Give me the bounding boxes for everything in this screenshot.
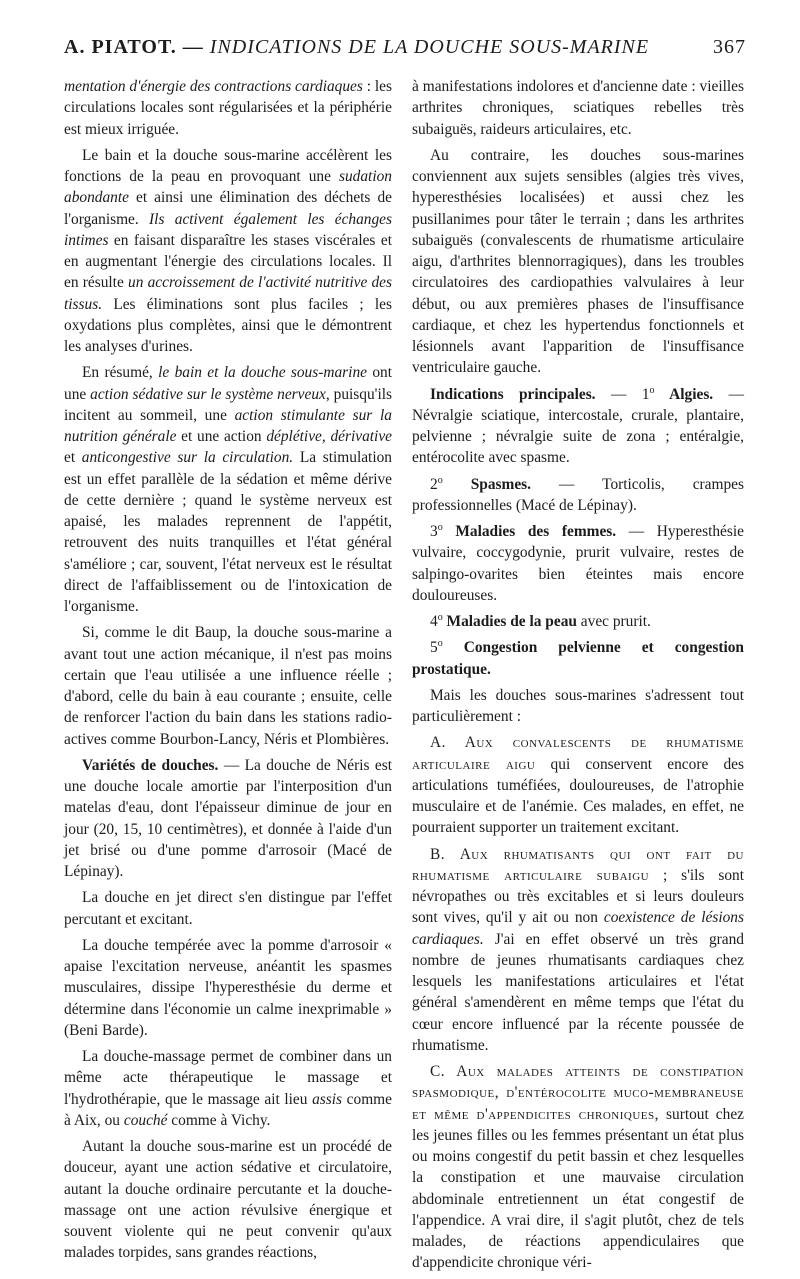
subheading: Maladies de la peau	[442, 613, 577, 630]
text: en faisant disparaître les stases viscérales et en augmentant l'énergie des circulations locales. Il en résulte	[64, 231, 392, 292]
text: comme à Vichy.	[167, 1111, 271, 1129]
text: — Torticolis, crampes professionnelles (Macé de Lépinay).	[412, 475, 745, 514]
text: Le bain et la douche sous-marine accélèrent les fonctions de la peau en provoquant une	[64, 146, 392, 185]
section-heading: Variétés de douches.	[82, 756, 219, 774]
ordinal-mark: o	[437, 611, 443, 623]
paragraph: à manifestations indolores et d'ancienne date : vieilles arthrites chroniques, sciatiques rebelles très subaiguës, raideurs articulaires, etc.	[412, 78, 744, 138]
paragraph	[64, 362, 392, 617]
italic-text: sudation abondante	[64, 168, 392, 207]
text: —	[595, 385, 642, 403]
subheading: Congestion pelvienne et congestion prostatique.	[412, 639, 744, 678]
paragraph	[412, 732, 744, 838]
italic-text: le bain et la douche sous-marine	[158, 364, 367, 382]
subheading: Maladies des femmes.	[442, 523, 617, 540]
italic-text: assis	[312, 1090, 343, 1108]
text: puisqu'ils incitent au sommeil, une	[64, 385, 392, 424]
ordinal-mark: o	[649, 384, 655, 396]
small-caps-heading: C. Aux malades atteints de constipation spasmodique, d'entérocolite muco-membraneuse et même d'appendicites chroniques,	[412, 1063, 744, 1123]
paragraph	[64, 755, 392, 883]
paragraph	[412, 1061, 744, 1274]
text: ; s'ils sont névropathes ou très excitables et si leurs douleurs sont vives, qu'il y ait ou non	[412, 866, 744, 927]
small-caps-heading: A. Aux convalescents de rhumatisme articulaire aigu	[412, 734, 744, 773]
italic-text: déplétive, dérivative	[266, 428, 392, 445]
text: — Névralgie sciatique, intercostale, crurale, plantaire, pelvienne ; névralgie suite de zona ; entéralgie, entérocolite avec spasme.	[412, 385, 744, 467]
header-title: INDICATIONS DE LA DOUCHE SOUS-MARINE	[209, 36, 650, 58]
paragraph	[412, 611, 744, 632]
text: surtout chez les jeunes filles ou les femmes présentant un état plus ou moins congestif du petit bassin et chez lesquelles la constipation et une mauvaise circulation abdominale entretiennent un état congestif de l'appendice. A vrai dire, il s'agit plutôt, chez de tels malades, de réactions appendiculaires que d'appendicite chronique véri-	[412, 1105, 744, 1272]
list-number: 5	[430, 639, 438, 657]
italic-text: un accroissement de l'activité nutritive des tissus.	[64, 274, 393, 313]
section-heading: Indications principales.	[430, 385, 596, 403]
text: En résumé,	[82, 364, 159, 382]
paragraph	[64, 76, 392, 140]
list-number: 2	[430, 475, 438, 493]
italic-text: anticongestive sur la circulation.	[81, 449, 294, 467]
italic-text: action sédative sur le système nerveux,	[90, 385, 330, 403]
page-number: 367	[713, 36, 746, 58]
paragraph: Au contraire, les douches sous-marines conviennent aux sujets sensibles (algies très vives, hyperesthésies localisées) et aussi chez les pusillanimes pour tâter le terrain ; dans les arthrites subaiguës (convalescents de rhumatisme articulaire aigu, d'arthrites blennorragiques), dans les troubles circulatoires des cardiopathies valvulaires à leur début, ou aux premières phases de l'insuffisance cardiaque, et chez les hypertendus fonctionnels et lésionnels avant l'apparition de l'insuffisance ventriculaire gauche.	[412, 146, 744, 377]
paragraph: La douche tempérée avec la pomme d'arrosoir « apaise l'excitation nerveuse, anéantit les spasmes musculaires, dissipe l'hyperesthésie du derme et détermine dans l'économie un calme inexprimable » (Beni Barde).	[64, 936, 392, 1039]
paragraph	[412, 521, 744, 606]
paragraph	[412, 637, 744, 680]
header-author: A. PIATOT. —	[64, 36, 204, 58]
ordinal-mark: o	[437, 474, 443, 486]
left-column	[64, 76, 392, 1269]
text: Les éliminations sont plus faciles ; les oxydations plus complètes, ainsi que le démontrent les analyses d'urines.	[64, 295, 392, 355]
paragraph	[64, 1046, 392, 1131]
italic-text: coexistence de lésions cardiaques.	[412, 909, 744, 948]
list-number: 3	[430, 523, 438, 540]
text: La douche-massage permet de combiner dans un même acte thérapeutique le massage et l'hydrothérapie, que le massage ait lieu	[64, 1048, 392, 1108]
text: et ainsi une élimination des déchets de l'organisme.	[64, 189, 392, 228]
italic-text: mentation d'énergie des contractions cardiaques	[64, 78, 363, 95]
text: qui conservent encore des articulations tuméfiées, douloureuses, de l'atrophie musculaire et de l'anémie. Ces malades, en effet, ne pourraient supporter un traitement excitant.	[412, 755, 744, 837]
subheading: Spasmes.	[442, 475, 531, 493]
text: comme à Aix, ou	[64, 1090, 392, 1129]
small-caps-heading: B. Aux rhumatisants qui ont fait du rhumatisme articulaire subaigu	[412, 845, 744, 884]
paragraph: Mais les douches sous-marines s'adressent tout particulièrement :	[412, 686, 744, 725]
paragraph	[412, 384, 744, 469]
running-header	[64, 36, 746, 59]
paragraph	[412, 844, 744, 1057]
list-number: 4	[430, 613, 438, 630]
paragraph: Si, comme le dit Baup, la douche sous-marine a avant tout une action mécanique, il n'est pas moins certain que l'eau utilisée a une influence réelle ; d'abord, celle du bain à eau courante ; ensuite, celle de renforcer l'action du bain dans les stations radio-actives comme Bourbon-Lancy, Néris et Plombières.	[64, 624, 392, 748]
text: J'ai en effet observé un très grand nombre de jeunes rhumatisants cardiaques chez lesquels les manifestations articulaires et l'état général s'amendèrent en même temps que l'état du cœur encore influencé par la récente poussée de rhumatisme.	[412, 930, 744, 1054]
text: La stimulation est un effet parallèle de la sédation et même dérive de cette dernière ; quand le système nerveux est apaisé, les malades reprennent de l'appétit, retrouvent des nuits tranquilles et l'état général s'améliore ; car, souvent, l'état nerveux est le résultat direct de l'affaiblissement ou de l'intoxication de l'organisme.	[64, 449, 392, 615]
text: — La douche de Néris est une douche locale amortie par l'interposition d'un matelas d'eau, dont l'épaisseur diminue de jour en jour (20, 15, 10 centimètres), et donnée à l'aide d'un jet brisé ou d'une pomme d'arrosoir (Macé de Lépinay).	[64, 756, 392, 880]
ordinal-mark: o	[437, 638, 443, 650]
right-column	[412, 76, 744, 1279]
subheading: Algies.	[654, 385, 714, 403]
text: : les circulations locales sont régularisées et la périphérie est mieux irriguée.	[64, 78, 393, 138]
paragraph	[412, 474, 744, 517]
italic-text: action stimulante sur la nutrition générale	[64, 406, 392, 445]
paragraph: La douche en jet direct s'en distingue par l'effet percutant et excitant.	[64, 889, 392, 928]
paragraph: Autant la douche sous-marine est un procédé de douceur, ayant une action sédative et circulatoire, autant la douche ordinaire percutante et la douche-massage ont une action révulsive énergique et souvent violente qui ne peut convenir qu'aux malades torpides, sans grandes réactions,	[64, 1138, 392, 1262]
text: avec prurit.	[576, 613, 651, 630]
text: et	[64, 449, 82, 467]
text: ont une	[64, 364, 393, 403]
text: — Hyperesthésie vulvaire, coccygodynie, prurit vulvaire, restes de salpingo-ovarites bien éteintes mais encore douloureuses.	[412, 523, 744, 604]
italic-text: Ils activent également les échanges intimes	[64, 210, 392, 249]
text: et une action	[176, 428, 267, 445]
paragraph	[64, 145, 392, 358]
list-number: 1	[641, 385, 650, 403]
italic-text: couché	[123, 1111, 168, 1129]
ordinal-mark: o	[437, 521, 443, 533]
